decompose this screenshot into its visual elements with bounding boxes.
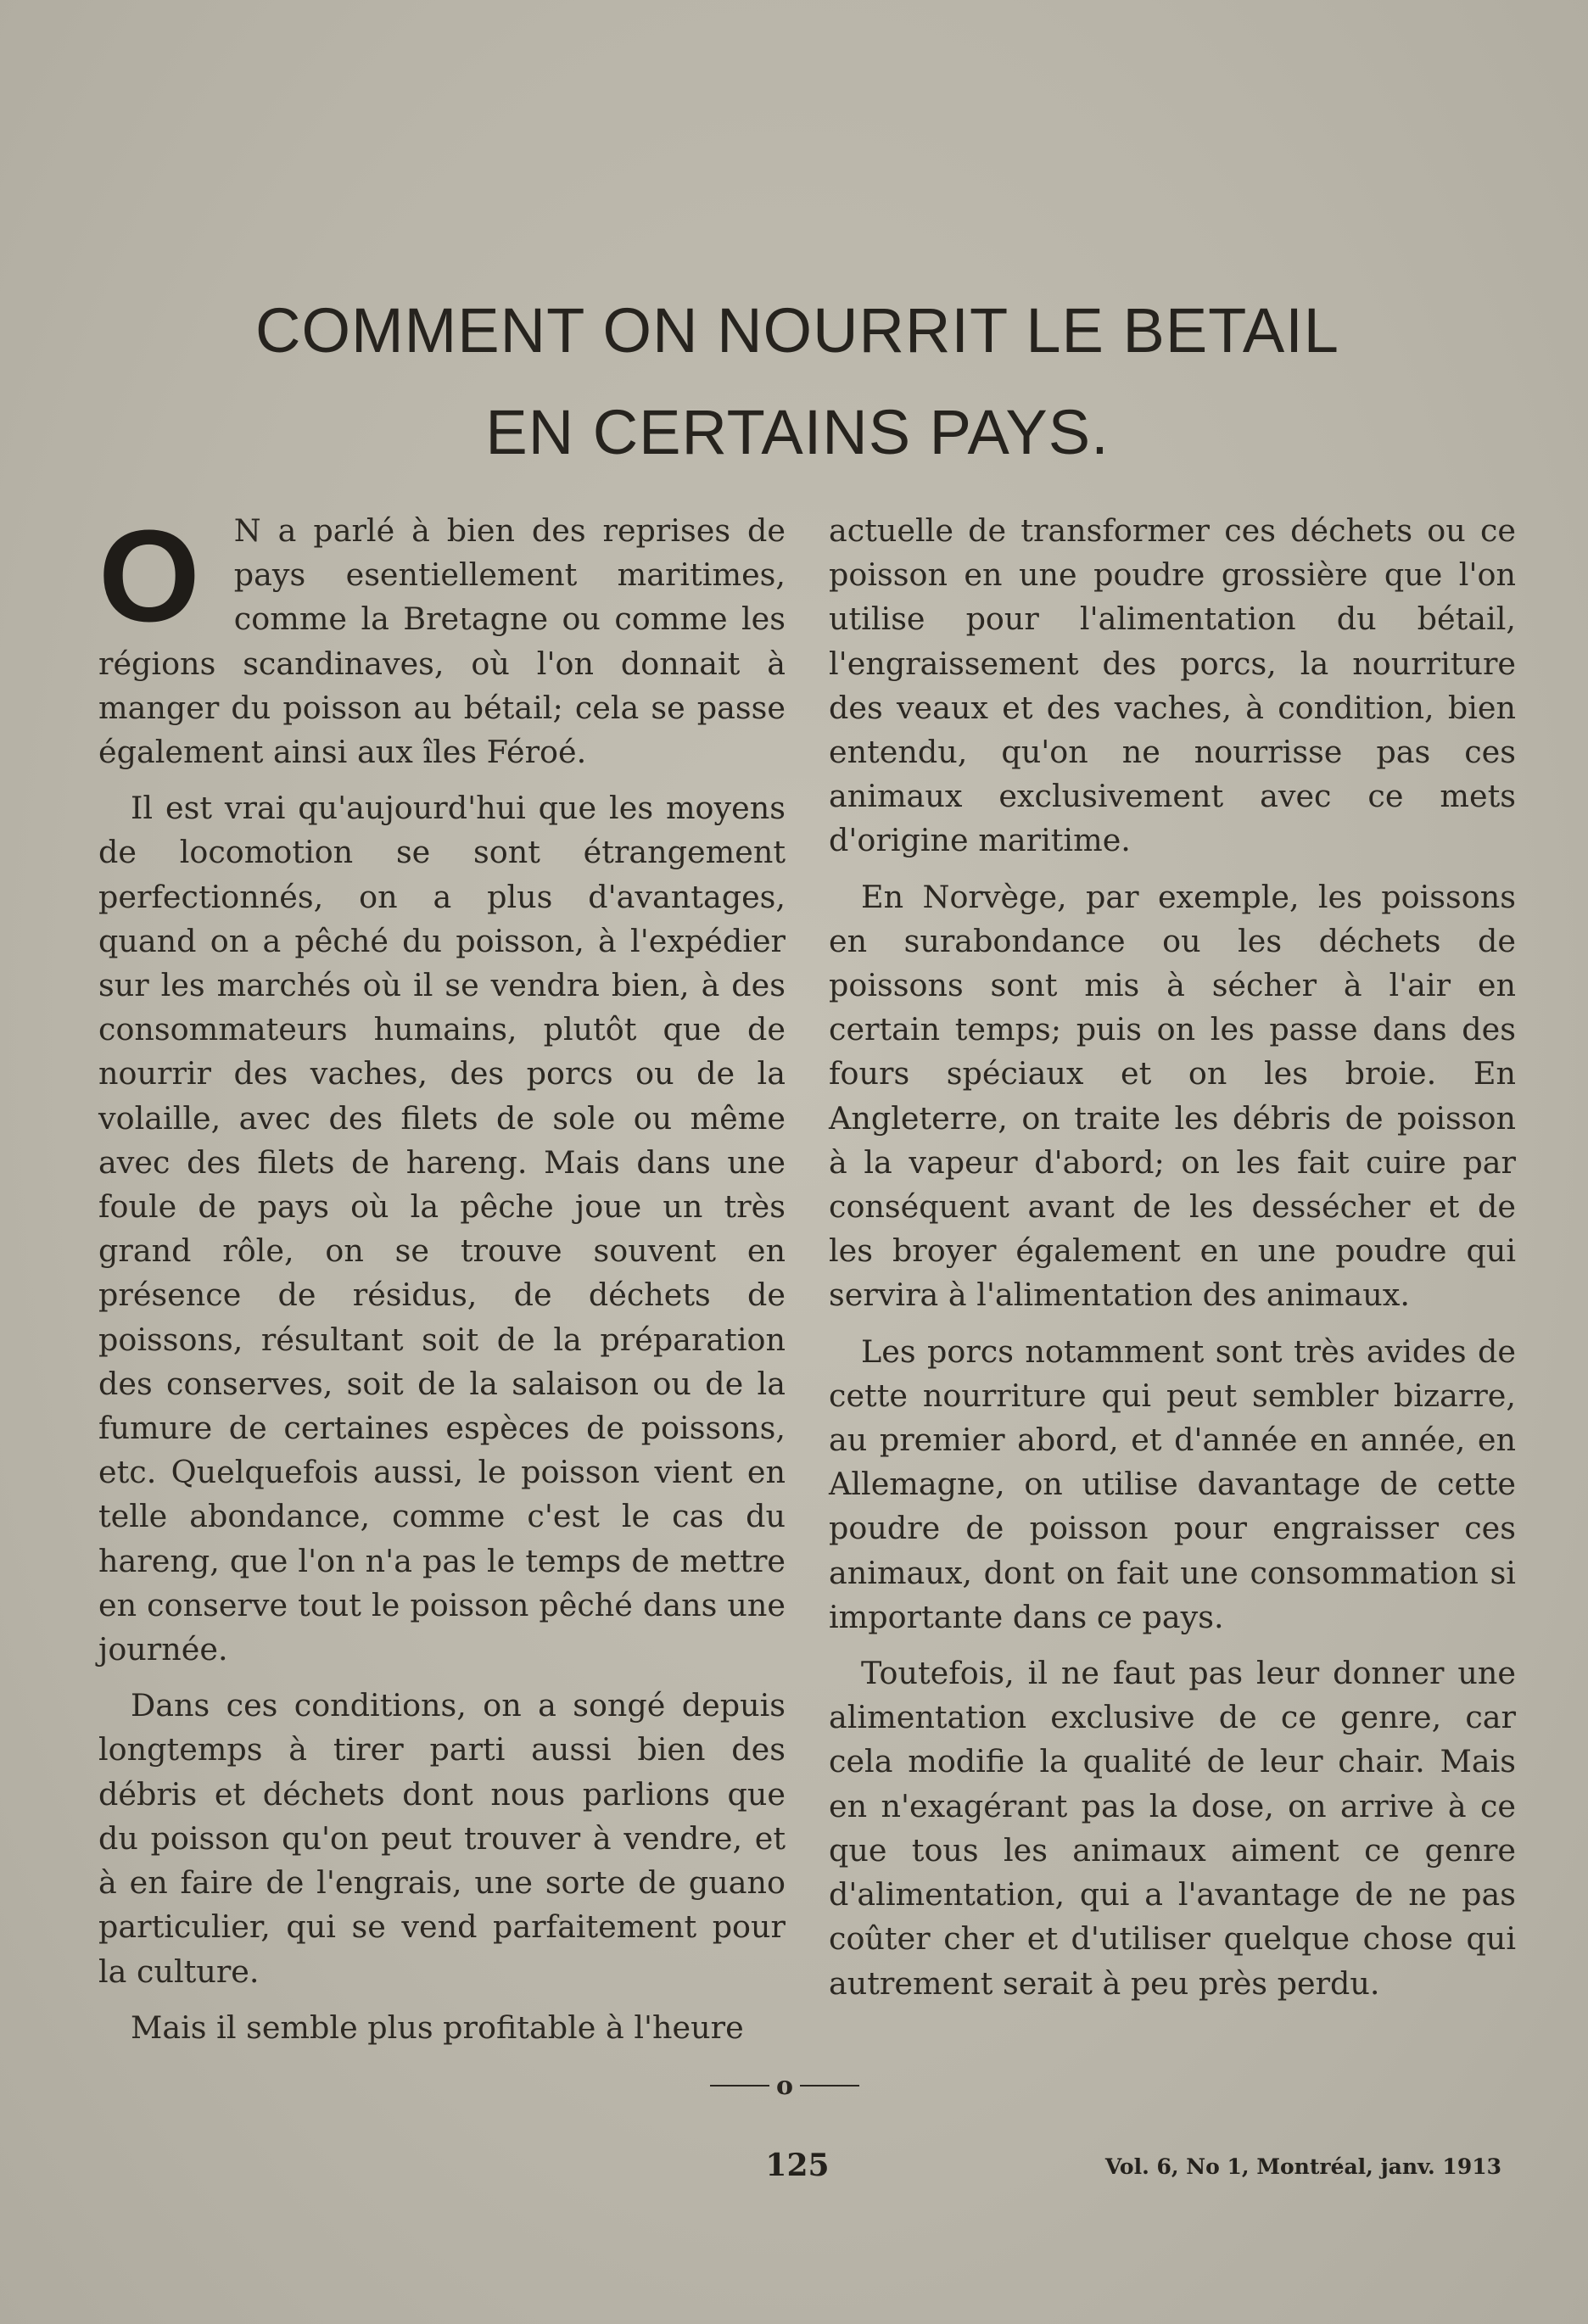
page-number: 125 (765, 2148, 830, 2183)
article-title (170, 280, 1425, 483)
separator-mark: o (775, 2070, 793, 2101)
left-column (98, 503, 786, 2062)
paragraph: En Norvège, par exemple, les poissons en surabondance ou les déchets de poissons sont mis à sécher à l'air en certain temps; puis on les passe dans des fours spéciaux et on les broie. En Angleterre, on traite les débris de poisson à la vapeur d'abord; on les fait cuire par conséquent avant de les dessécher et de les broyer également en une poudre qui servira à l'alimentation des animaux. (829, 878, 1516, 1314)
drop-cap: O (98, 503, 200, 649)
paragraph (98, 503, 786, 774)
separator-rule-left (710, 2085, 769, 2087)
paragraph: Toutefois, il ne faut pas leur donner une alimentation exclusive de ce genre, car cela modifie la qualité de leur chair. Mais en n'exagérant pas la dose, on arrive à ce que tous les animaux aiment ce genre d'alimentation, qui a l'avantage de ne pas coûter cher et d'utiliser quelque chose qui autrement serait à peu près perdu. (829, 1655, 1516, 2002)
paragraph: actuelle de transformer ces déchets ou ce poisson en une poudre grossière que l'on utilise pour l'alimentation du bétail, l'engraissement des porcs, la nourriture des veaux et des vaches, à condition, bien entendu, qu'on ne nourrisse pas ces animaux exclusivement avec ce mets d'origine maritime. (829, 512, 1516, 859)
issue-info: Vol. 6, No 1, Montréal, janv. 1913 (1104, 2154, 1501, 2179)
paragraph: Dans ces conditions, on a songé depuis longtemps à tirer parti aussi bien des débris et déchets dont nous parlions que du poisson qu'on peut trouver à vendre, et à en faire de l'engrais, une sorte de guano particulier, qui se vend parfaitement pour la culture. (98, 1687, 786, 1990)
paragraph: Les porcs notamment sont très avides de cette nourriture qui peut sembler bizarre, au premier abord, et d'année en année, en Allemagne, on utilise davantage de cette poudre de poisson pour engraisser ces animaux, dont on fait une consommation si importante dans ce pays. (829, 1332, 1516, 1635)
separator-rule-right (800, 2085, 859, 2087)
title-line-2: EN CERTAINS PAYS. (485, 397, 1110, 467)
right-column (829, 509, 1516, 2018)
paragraph: Mais il semble plus profitable à l'heure (131, 2008, 744, 2046)
paragraph-text: N a parlé à bien des reprises de pays esentiellement maritimes, comme la Bretagne ou comme les régions scandinaves, où l'on donnait à manger du poisson au bétail; cela se passe également ainsi aux îles Féroé. (98, 512, 786, 771)
section-separator (696, 2070, 874, 2101)
paragraph: Il est vrai qu'aujourd'hui que les moyens de locomotion se sont étrangement perfectionnés, on a plus d'avantages, quand on a pêché du poisson, à l'expédier sur les marchés où il se vendra bien, à des consommateurs humains, plutôt que de nourrir des vaches, des porcs ou de la volaille, avec des filets de sole ou même avec des filets de hareng. Mais dans une foule de pays où la pêche joue un très grand rôle, on se trouve souvent en présence de résidus, de déchets de poissons, résultant soit de la préparation des conserves, soit de la salaison ou de la fumure de certaines espèces de poissons, etc. Quelquefois aussi, le poisson vient en telle abondance, comme c'est le cas du hareng, que l'on n'a pas le temps de mettre en conserve tout le poisson pêché dans une journée. (98, 790, 786, 1668)
title-line-1: COMMENT ON NOURRIT LE BETAIL (255, 295, 1339, 366)
